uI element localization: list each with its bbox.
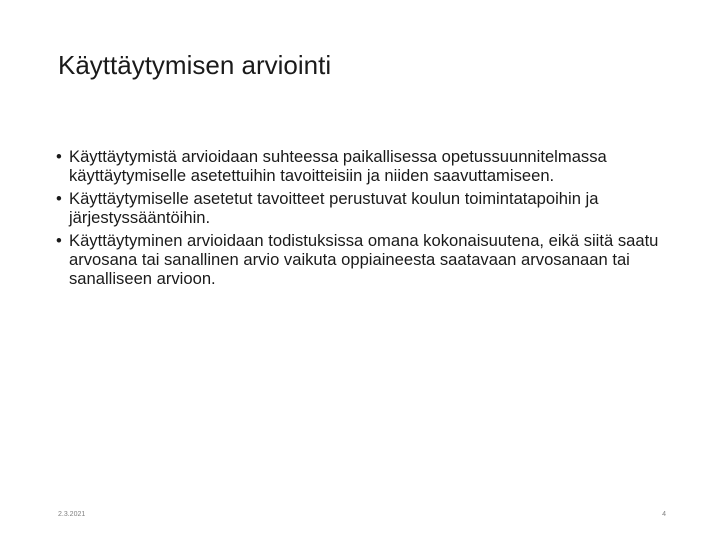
bullet-dot-icon: • (56, 147, 62, 166)
slide-number: 4 (662, 511, 666, 518)
bullet-list (56, 147, 676, 292)
bullet-text: Käyttäytyminen arvioidaan todistuksissa omana kokonaisuutena, eikä siitä saatu arvosana tai sanallinen arvio vaikuta oppiaineesta saatavaan arvosanaan tai sanalliseen arvioon. (69, 231, 659, 288)
bullet-item (56, 147, 676, 185)
slide-title: Käyttäytymisen arviointi (58, 50, 332, 80)
bullet-text: Käyttäytymistä arvioidaan suhteessa paikallisessa opetussuunnitelmassa käyttäytymiselle asetettuihin tavoitteisiin ja niiden saavuttamiseen. (69, 147, 607, 185)
bullet-item (56, 189, 676, 227)
bullet-dot-icon: • (56, 189, 62, 208)
bullet-text: Käyttäytymiselle asetetut tavoitteet perustuvat koulun toimintatapoihin ja järjestyssääntöihin. (69, 189, 599, 227)
footer-date: 2.3.2021 (58, 511, 86, 518)
bullet-dot-icon: • (56, 231, 62, 250)
bullet-item (56, 231, 676, 288)
